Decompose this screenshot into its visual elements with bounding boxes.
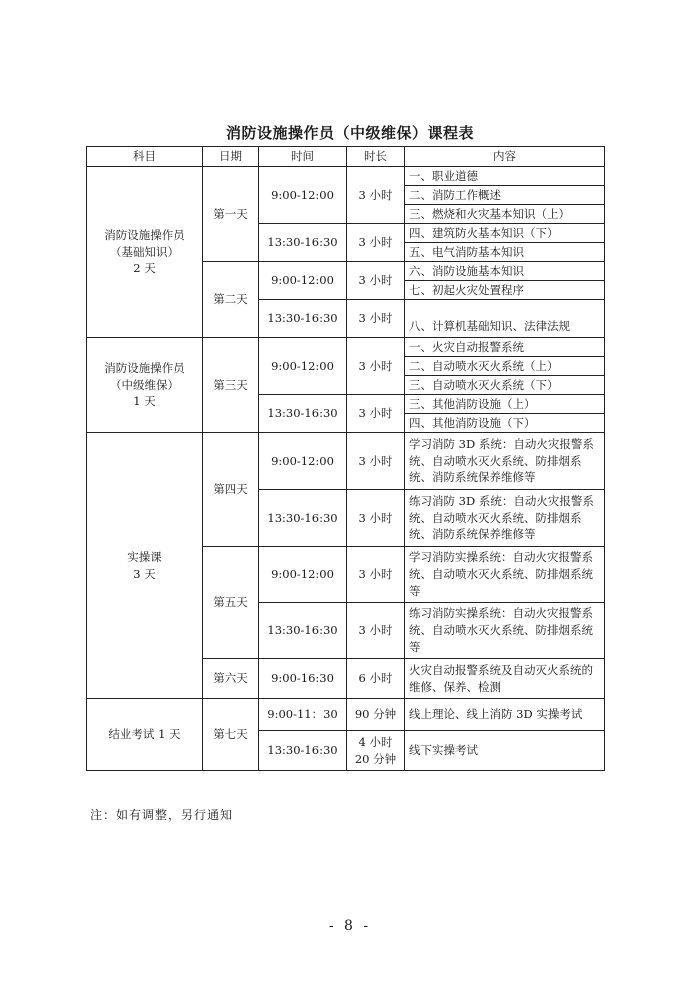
session-time: 9:00-11：30	[259, 699, 347, 731]
session-time: 13:30-16:30	[259, 490, 347, 547]
day-label: 第一天	[203, 167, 259, 262]
header-content: 内容	[405, 147, 605, 167]
session-time: 9:00-16:30	[259, 659, 347, 699]
session-duration: 3 小时	[347, 490, 405, 547]
content-item: 二、自动喷水灭火系统（上）	[405, 357, 605, 376]
header-duration: 时长	[347, 147, 405, 167]
day-label: 第三天	[203, 338, 259, 433]
session-duration: 3 小时	[347, 300, 405, 338]
table-row	[87, 433, 605, 490]
day-label: 第四天	[203, 433, 259, 547]
table-row	[87, 167, 605, 186]
session-time: 9:00-12:00	[259, 547, 347, 603]
session-duration: 3 小时	[347, 224, 405, 262]
header-subject: 科目	[87, 147, 203, 167]
session-time: 9:00-12:00	[259, 338, 347, 395]
content-item: 学习消防实操系统：自动火灾报警系统、自动喷水灭火系统、防排烟系统等	[405, 547, 605, 603]
course-schedule-table	[86, 146, 605, 771]
session-time: 13:30-16:30	[259, 300, 347, 338]
session-duration: 3 小时	[347, 338, 405, 395]
session-duration: 3 小时	[347, 433, 405, 490]
content-item: 火灾自动报警系统及自动灭火系统的维修、保养、检测	[405, 659, 605, 699]
session-duration: 3 小时	[347, 395, 405, 433]
table-header-row	[87, 147, 605, 167]
session-time: 13:30-16:30	[259, 224, 347, 262]
content-item: 四、其他消防设施（下）	[405, 414, 605, 433]
subject-final-exam: 结业考试 1 天	[87, 699, 203, 771]
content-item: 一、职业道德	[405, 167, 605, 186]
content-item: 线上理论、线上消防 3D 实操考试	[405, 699, 605, 731]
session-time: 13:30-16:30	[259, 731, 347, 771]
subject-practical: 实操课 3 天	[87, 433, 203, 699]
page-number: - 8 -	[328, 918, 372, 934]
content-item: 线下实操考试	[405, 731, 605, 771]
day-label: 第二天	[203, 262, 259, 338]
session-duration: 90 分钟	[347, 699, 405, 731]
session-duration: 3 小时	[347, 167, 405, 224]
session-time: 9:00-12:00	[259, 262, 347, 300]
content-item: 五、电气消防基本知识	[405, 243, 605, 262]
content-item: 三、燃烧和火灾基本知识（上）	[405, 205, 605, 224]
schedule-title: 消防设施操作员（中级维保）课程表	[225, 124, 474, 142]
session-time: 13:30-16:30	[259, 395, 347, 433]
content-item: 三、自动喷水灭火系统（下）	[405, 376, 605, 395]
day-label: 第七天	[203, 699, 259, 771]
session-duration: 3 小时	[347, 262, 405, 300]
content-item: 学习消防 3D 系统：自动火灾报警系统、自动喷水灭火系统、防排烟系统、消防系统保养维修等	[405, 433, 605, 490]
table-row	[87, 699, 605, 731]
day-label: 第五天	[203, 547, 259, 659]
content-item: 三、其他消防设施（上）	[405, 395, 605, 414]
session-duration: 6 小时	[347, 659, 405, 699]
header-time: 时间	[259, 147, 347, 167]
session-time: 9:00-12:00	[259, 433, 347, 490]
content-item: 二、消防工作概述	[405, 186, 605, 205]
table-row	[87, 338, 605, 357]
subject-intermediate: 消防设施操作员 （中级维保） 1 天	[87, 338, 203, 433]
content-item: 四、建筑防火基本知识（下）	[405, 224, 605, 243]
session-duration: 3 小时	[347, 603, 405, 659]
header-date: 日期	[203, 147, 259, 167]
subject-basic: 消防设施操作员 （基础知识） 2 天	[87, 167, 203, 338]
session-duration: 3 小时	[347, 547, 405, 603]
footnote: 注：如有调整，另行通知	[90, 808, 234, 822]
session-duration: 4 小时 20 分钟	[347, 731, 405, 771]
content-item: 练习消防实操系统：自动火灾报警系统、自动喷水灭火系统、防排烟系统等	[405, 603, 605, 659]
content-item: 六、消防设施基本知识	[405, 262, 605, 281]
content-item: 练习消防 3D 系统：自动火灾报警系统、自动喷水灭火系统、防排烟系统、消防系统保养维修等	[405, 490, 605, 547]
content-item: 一、火灾自动报警系统	[405, 338, 605, 357]
content-item: 八、计算机基础知识、法律法规	[405, 300, 605, 338]
session-time: 9:00-12:00	[259, 167, 347, 224]
session-time: 13:30-16:30	[259, 603, 347, 659]
day-label: 第六天	[203, 659, 259, 699]
content-item: 七、初起火灾处置程序	[405, 281, 605, 300]
